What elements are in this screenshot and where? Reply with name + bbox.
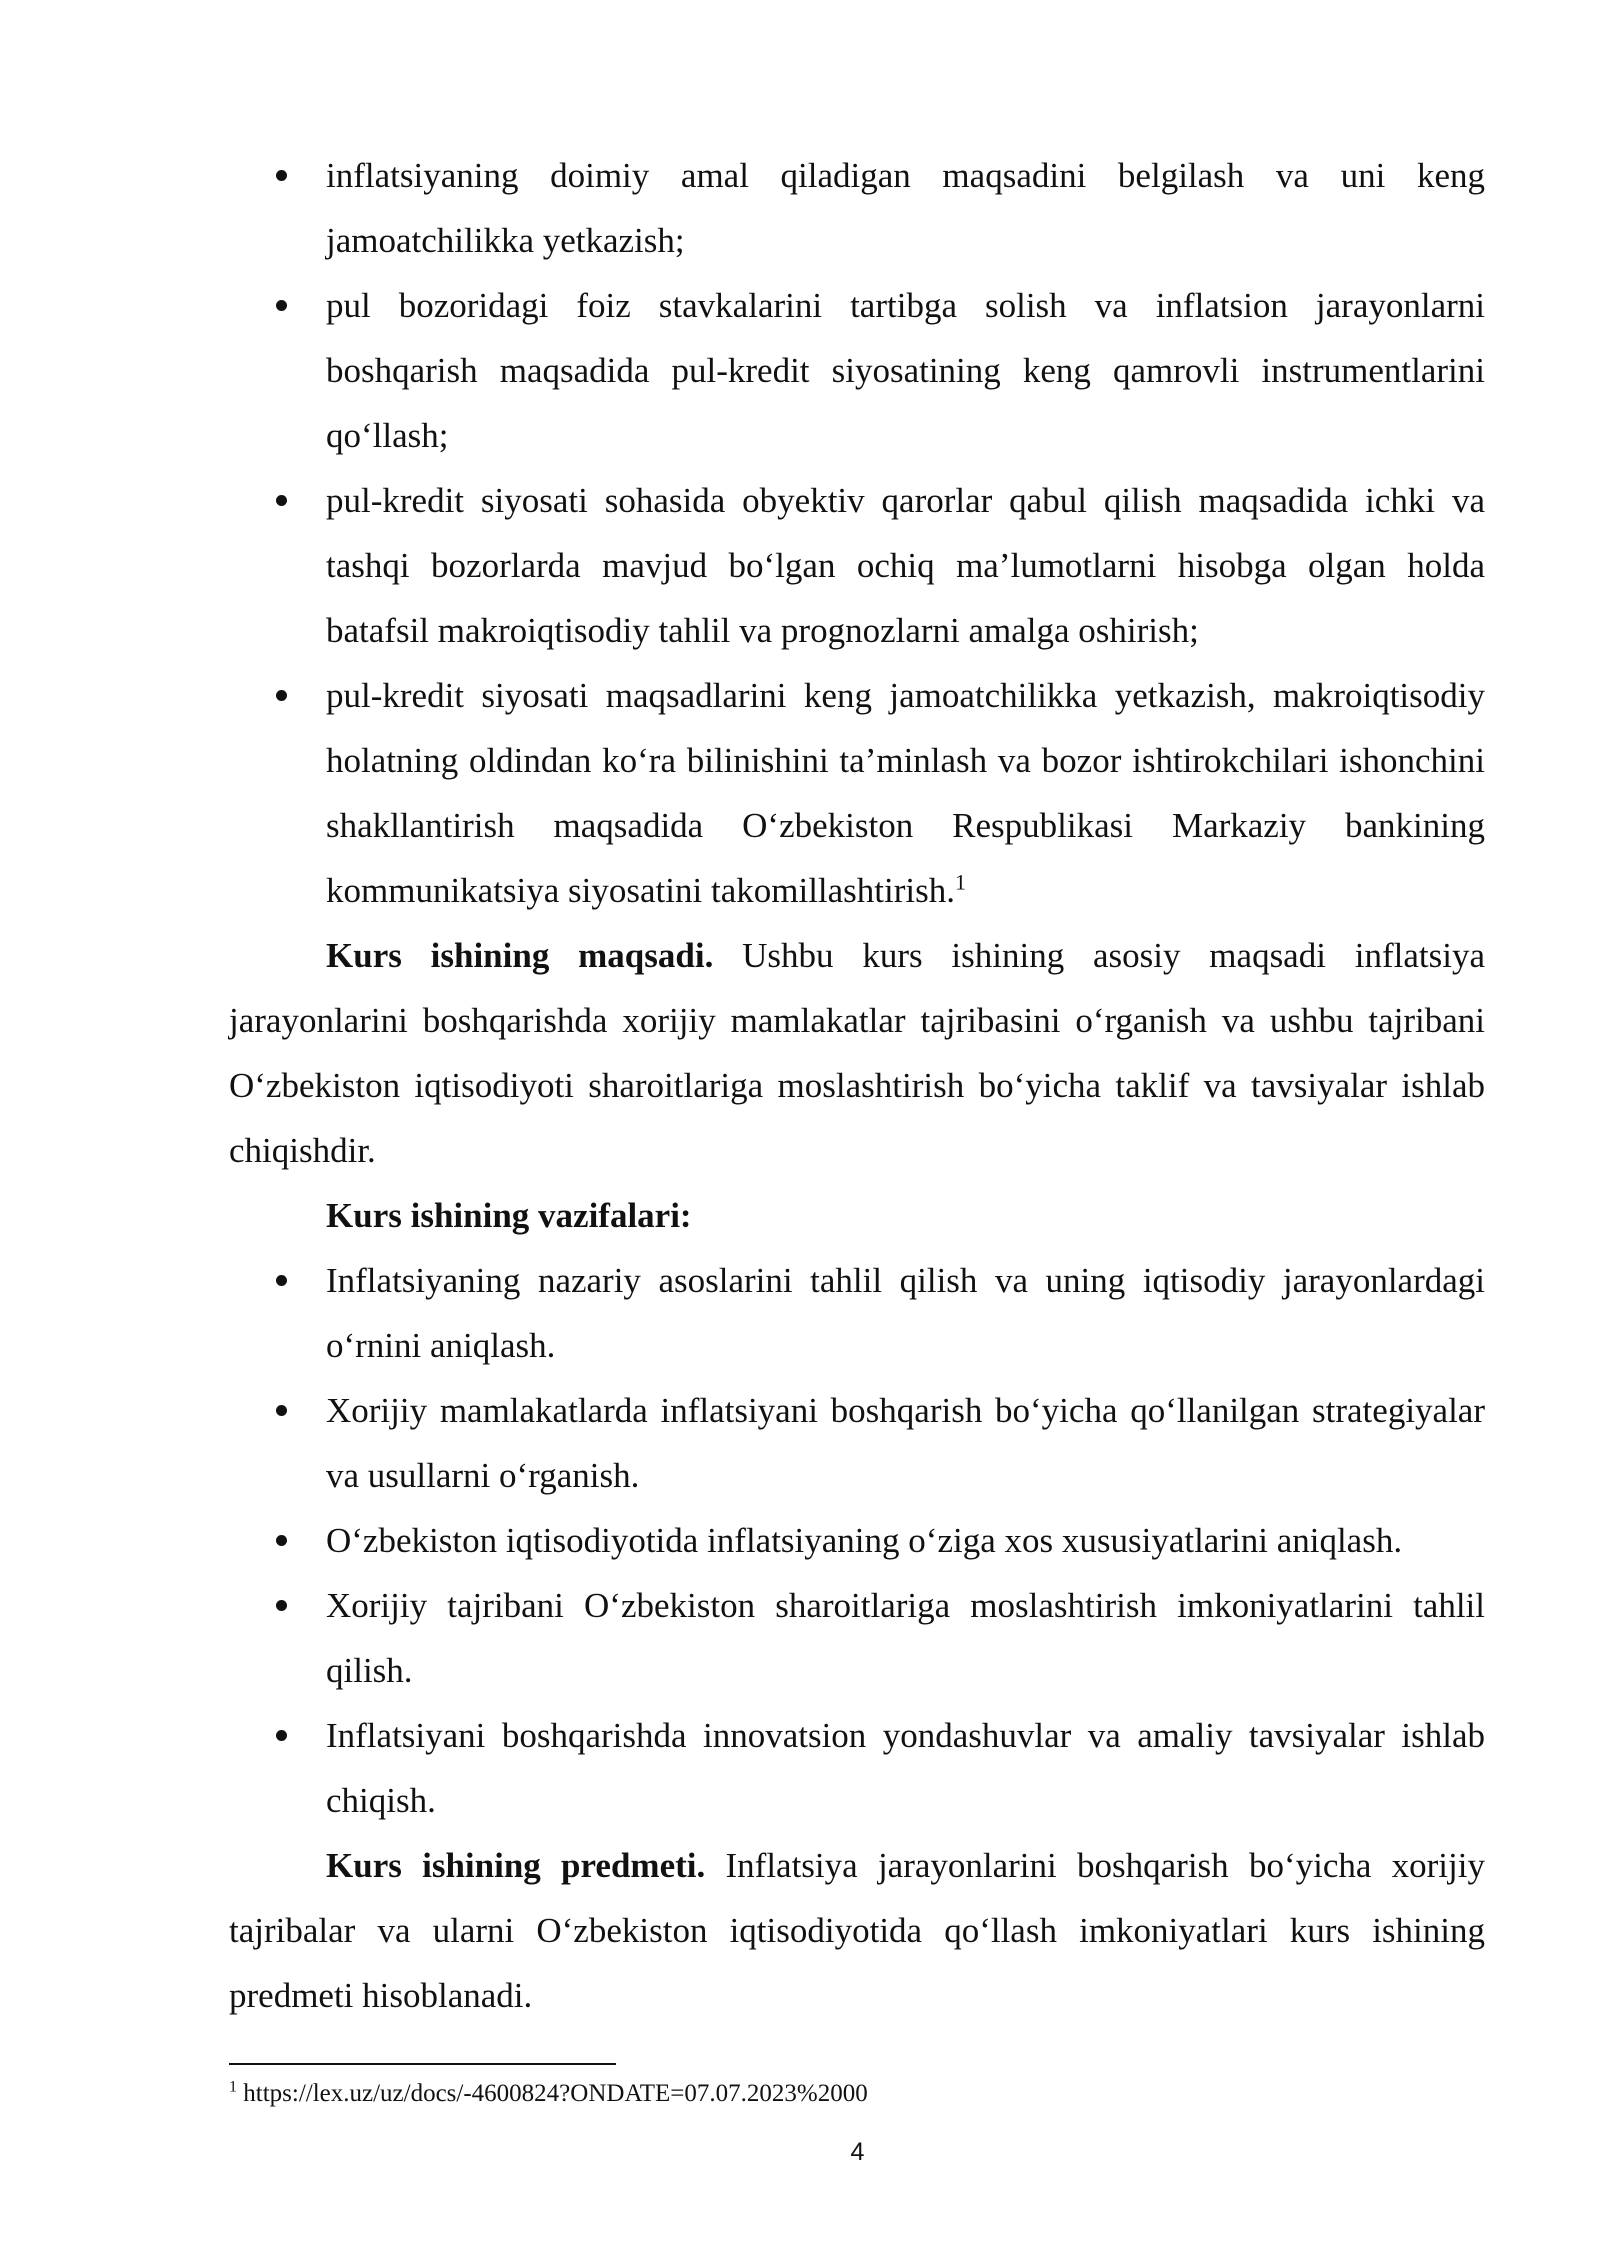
bullet-icon [276,1730,287,1741]
tasks-heading: Kurs ishining vazifalari: [326,1196,692,1235]
bullet-icon [276,1405,287,1416]
footnote-separator [229,2063,616,2065]
subject-paragraph [229,1833,1485,2028]
list-item [229,1508,1485,1573]
subject-label: Kurs ishining predmeti. [326,1846,706,1885]
list-item-text: Inflatsiyani boshqarishda innovatsion yondashuvlar va amaliy tavsiyalar ishlab chiqish. [326,1716,1485,1820]
goal-text: Ushbu kurs ishining asosiy maqsadi inflatsiya jarayonlarini boshqarishda xorijiy mamlakatlar tajribasini o‘rganish va ushbu tajribani O‘zbekiston iqtisodiyoti sharoitlariga moslashtirish bo‘yicha taklif va tavsiyalar ishlab chiqishdir. [229,936,1485,1170]
bullet-icon [276,170,287,181]
goal-paragraph [229,923,1485,1183]
list-item-text: pul-kredit siyosati sohasida obyektiv qarorlar qabul qilish maqsadida ichki va tashqi bozorlarda mavjud bo‘lgan ochiq ma’lumotlarni hisobga olgan holda batafsil makroiqtisodiy tahlil va prognozlarni amalga oshirish; [326,481,1485,650]
footnote-number: 1 [229,2078,237,2096]
subject-text: Inflatsiya jarayonlarini boshqarish bo‘yicha xorijiy tajribalar va ularni O‘zbekiston iqtisodiyotida qo‘llash imkoniyatlari kurs ishining predmeti hisoblanadi. [229,1846,1485,2015]
list-item-text: inflatsiyaning doimiy amal qiladigan maqsadini belgilash va uni keng jamoatchilikka yetkazish; [326,156,1485,260]
list-item [229,663,1485,923]
bullet-icon [276,1275,287,1286]
goal-label: Kurs ishining maqsadi. [326,936,714,975]
list-item-text: O‘zbekiston iqtisodiyotida inflatsiyaning o‘ziga xos xususiyatlarini aniqlash. [326,1521,1403,1560]
list-item-text: Inflatsiyaning nazariy asoslarini tahlil qilish va uning iqtisodiy jarayonlardagi o‘rnini aniqlash. [326,1261,1485,1365]
list-item-text: pul-kredit siyosati maqsadlarini keng jamoatchilikka yetkazish, makroiqtisodiy holatning oldindan ko‘ra bilinishini ta’minlash va bozor ishtirokchilari ishonchini shakllantirish maqsadida O‘zbekiston Respublikasi Markaziy bankining kommunikatsiya siyosatini takomillashtirish. [326,676,1485,910]
policy-bullet-list [229,143,1485,923]
page-number: 4 [850,2138,865,2166]
footnote-reference: 1 [955,869,966,895]
bullet-icon [276,690,287,701]
tasks-bullet-list [229,1248,1485,1833]
bullet-icon [276,495,287,506]
list-item [229,1248,1485,1378]
bullet-icon [276,1600,287,1611]
list-item [229,1378,1485,1508]
bullet-icon [276,300,287,311]
list-item [229,468,1485,663]
list-item [229,273,1485,468]
list-item [229,143,1485,273]
footnote-text: https://lex.uz/uz/docs/-4600824?ONDATE=07.07.2023%2000 [237,2080,868,2107]
list-item-text: Xorijiy mamlakatlarda inflatsiyani boshqarish bo‘yicha qo‘llanilgan strategiyalar va usullarni o‘rganish. [326,1391,1485,1495]
list-item [229,1703,1485,1833]
page-body [229,143,1485,2028]
footnote [229,2078,868,2110]
list-item [229,1573,1485,1703]
list-item-text: Xorijiy tajribani O‘zbekiston sharoitlariga moslashtirish imkoniyatlarini tahlil qilish. [326,1586,1485,1690]
list-item-text: pul bozoridagi foiz stavkalarini tartibga solish va inflatsion jarayonlarni boshqarish maqsadida pul-kredit siyosatining keng qamrovli instrumentlarini qo‘llash; [326,286,1485,455]
bullet-icon [276,1535,287,1546]
